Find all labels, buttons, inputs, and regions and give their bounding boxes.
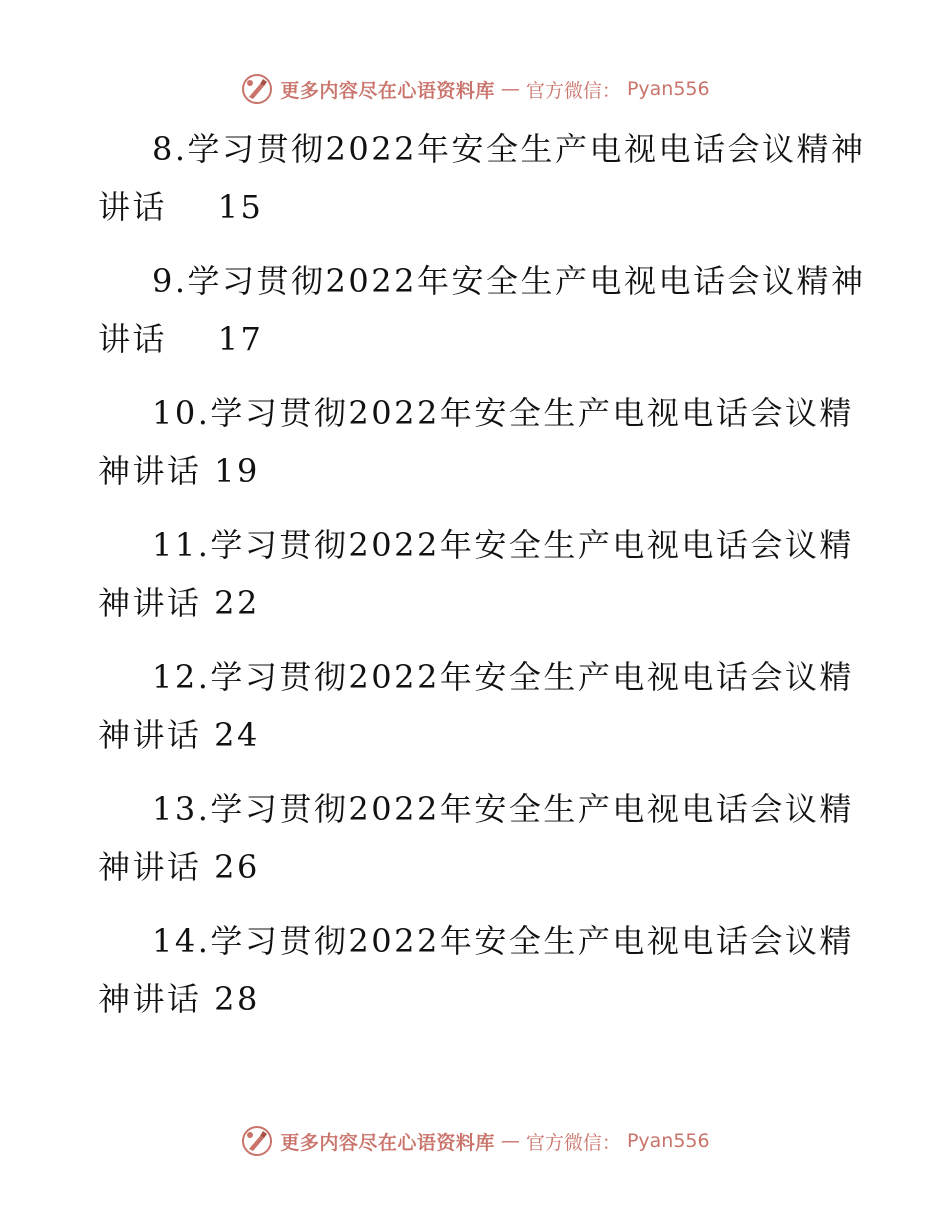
watermark-id: Pyan556	[626, 78, 710, 100]
watermark-dash: —	[500, 1130, 520, 1152]
toc-entry-title: 10.学习贯彻2022年安全生产电视电话会议精	[152, 394, 854, 432]
toc-entry-page: 神讲话 22	[98, 584, 260, 622]
toc-entry-title: 11.学习贯彻2022年安全生产电视电话会议精	[152, 526, 854, 564]
toc-entry-title: 14.学习贯彻2022年安全生产电视电话会议精	[152, 922, 854, 960]
header-watermark	[0, 72, 950, 106]
toc-entry[interactable]	[98, 780, 858, 896]
toc-entry[interactable]	[98, 516, 858, 632]
pen-logo-icon	[240, 72, 274, 106]
toc-entry-page: 神讲话 28	[98, 980, 260, 1018]
toc-entry-page: 讲话 17	[98, 320, 264, 358]
toc-entry-title: 12.学习贯彻2022年安全生产电视电话会议精	[152, 658, 854, 696]
toc-entry-title: 13.学习贯彻2022年安全生产电视电话会议精	[152, 790, 854, 828]
footer-watermark	[0, 1124, 950, 1158]
toc-entry[interactable]	[98, 384, 858, 500]
toc-entry-title: 9.学习贯彻2022年安全生产电视电话会议精神	[152, 262, 866, 300]
pen-logo-icon	[240, 1124, 274, 1158]
watermark-sub-text: 官方微信：	[525, 1131, 621, 1154]
table-of-contents	[98, 120, 866, 1044]
watermark-main-text: 更多内容尽在心语资料库	[280, 1131, 495, 1154]
watermark-id: Pyan556	[626, 1130, 710, 1152]
toc-entry-page: 神讲话 24	[98, 716, 260, 754]
watermark-dash: —	[500, 78, 520, 100]
toc-entry-page: 神讲话 26	[98, 848, 260, 886]
toc-entry-page: 讲话 15	[98, 188, 264, 226]
toc-entry[interactable]	[98, 648, 858, 764]
toc-entry[interactable]	[98, 120, 866, 236]
toc-entry-page: 神讲话 19	[98, 452, 260, 490]
watermark-main-text: 更多内容尽在心语资料库	[280, 79, 495, 102]
toc-entry-title: 8.学习贯彻2022年安全生产电视电话会议精神	[152, 130, 866, 168]
toc-entry[interactable]	[98, 252, 866, 368]
watermark-sub-text: 官方微信：	[525, 79, 621, 102]
toc-entry[interactable]	[98, 912, 858, 1028]
